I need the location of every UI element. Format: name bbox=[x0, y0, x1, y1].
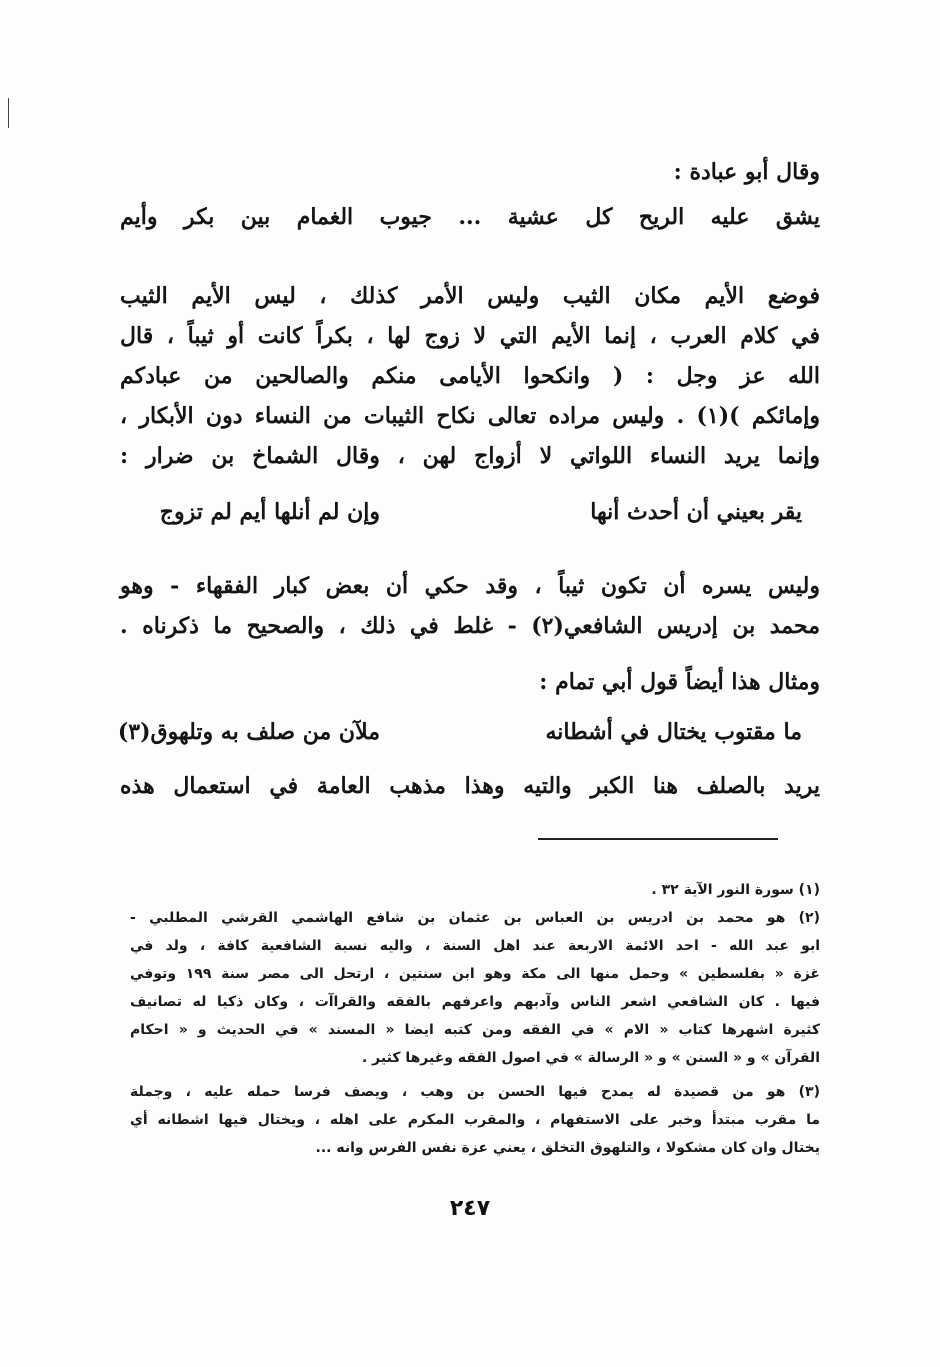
body-line-12: يريد بالصلف هنا الكبر والتيه وهذا مذهب العامة في استعمال هذه bbox=[120, 773, 820, 799]
footnote-2-line-5: كثيرة اشهرها كتاب « الام » في الفقه ومن كتبه ايضا « المسند » في الحديث و « احكام bbox=[130, 1022, 820, 1038]
footnote-3-line-2: ما مقرب مبتدأ وخبر على الاستفهام ، والمقرب المكرم على اهله ، ويختال فيها اشطانه أي bbox=[130, 1112, 820, 1128]
verse-2-right-hemistich: ما مقتوب يختال في أشطانه bbox=[545, 719, 802, 745]
footnote-2-line-6: القرآن » و « السنن » و « الرسالة » في اصول الفقه وغيرها كثير . bbox=[361, 1050, 820, 1066]
verse-1-right-hemistich: يقر بعيني أن أحدث أنها bbox=[590, 499, 802, 525]
body-line-2: يشق عليه الريح كل عشية ... جيوب الغمام بين بكر وأيم bbox=[120, 204, 820, 230]
body-line-1: وقال أبو عبادة : bbox=[673, 159, 820, 185]
footnote-2-line-3: غزة « بفلسطين » وحمل منها الى مكة وهو ابن سنتين ، ارتحل الى مصر سنة ١٩٩ وتوفي bbox=[130, 966, 820, 982]
footnote-2-line-4: فيها . كان الشافعي اشعر الناس وآدبهم واعرفهم بالفقه والقراآت ، وكان ذكيا له تصانيف bbox=[130, 994, 820, 1010]
footnote-2-line-1: (٢) هو محمد بن ادريس بن العباس بن عثمان بن شافع الهاشمي القرشي المطلبي - bbox=[130, 910, 820, 926]
body-line-5: في كلام العرب ، إنما الأيم التي لا زوج لها ، بكراً كانت أو ثيباً ، قال bbox=[120, 323, 820, 349]
margin-mark bbox=[8, 98, 9, 128]
verse-1-left-hemistich: وإن لم أنلها أيم لم تزوج bbox=[159, 499, 380, 525]
footnote-separator bbox=[538, 838, 778, 840]
body-line-11: ومثال هذا أيضاً قول أبي تمام : bbox=[539, 669, 820, 695]
footnote-3-line-3: يختال وان كان مشكولا ، والتلهوق التخلق ، يعني عزة نفس الفرس وانه ... bbox=[315, 1140, 820, 1156]
footnote-1: (١) سورة النور الآية ٣٢ . bbox=[651, 882, 820, 898]
body-line-4: فوضع الأيم مكان الثيب وليس الأمر كذلك ، ليس الأيم الثيب bbox=[120, 283, 820, 309]
body-line-7: وإمائكم )(١) . وليس مراده تعالى نكاح الثيبات من النساء دون الأبكار ، bbox=[120, 403, 820, 429]
footnote-3-line-1: (٣) هو من قصيدة له يمدح فيها الحسن بن وهب ، ويصف فرسا حمله عليه ، وجملة bbox=[130, 1084, 820, 1100]
page-number: ٢٤٧ bbox=[449, 1196, 491, 1221]
body-line-6: الله عز وجل : ( وانكحوا الأيامى منكم والصالحين من عبادكم bbox=[120, 363, 820, 389]
verse-2-left-hemistich: ملآن من صلف به وتلهوق(٣) bbox=[117, 719, 380, 745]
body-line-9: وليس يسره أن تكون ثيباً ، وقد حكي أن بعض كبار الفقهاء - وهو bbox=[120, 573, 820, 599]
body-line-10: محمد بن إدريس الشافعي(٢) - غلط في ذلك ، والصحيح ما ذكرناه . bbox=[120, 613, 820, 639]
footnote-2-line-2: ابو عبد الله - احد الائمة الاربعة عند اهل السنة ، واليه نسبة الشافعية كافة ، ولد في bbox=[130, 938, 820, 954]
body-line-8: وإنما يريد النساء اللواتي لا أزواج لهن ، وقال الشماخ بن ضرار : bbox=[120, 443, 820, 469]
